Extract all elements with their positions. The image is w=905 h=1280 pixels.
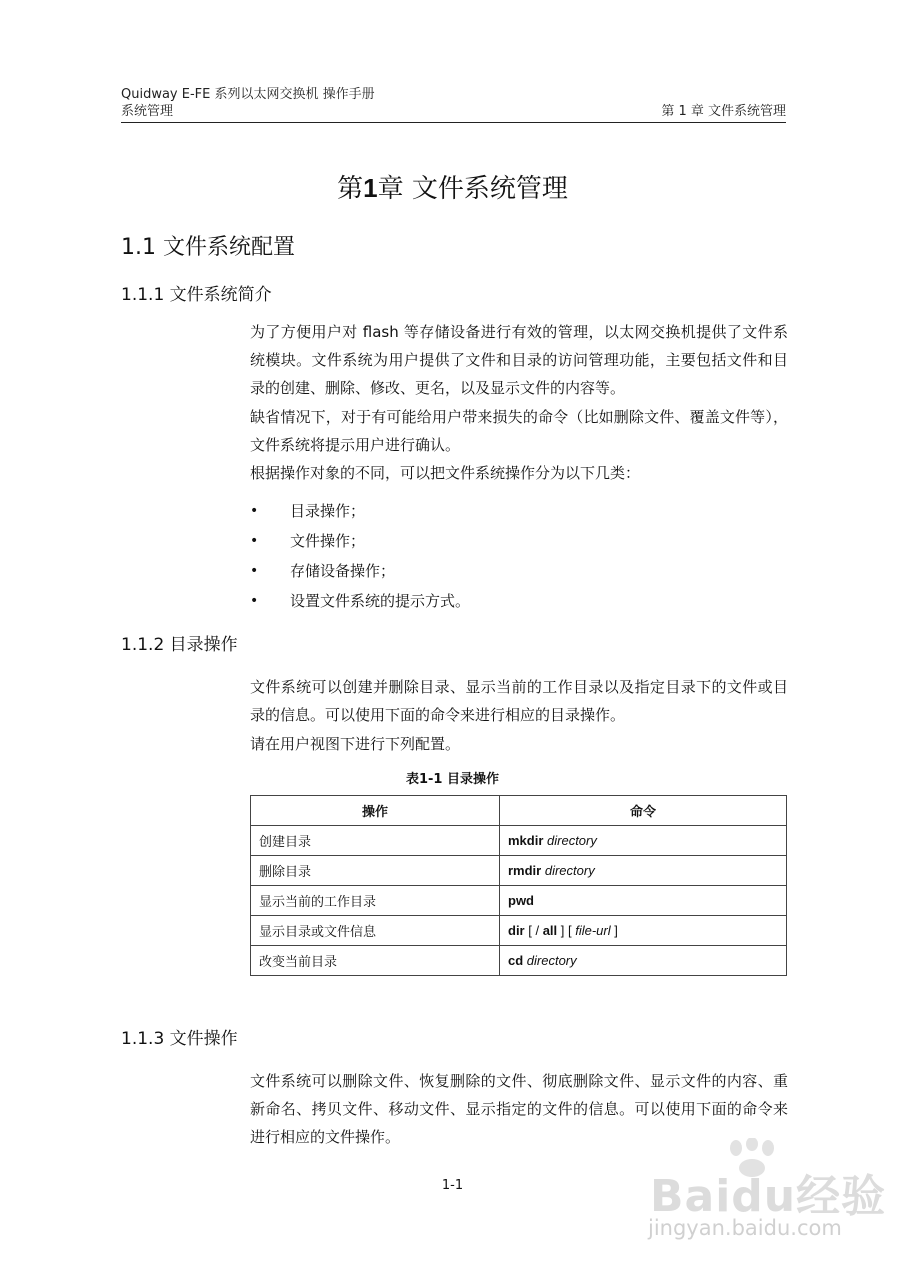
table-row: [251, 826, 787, 856]
command-keyword: all: [542, 923, 558, 938]
bullet-text: 设置文件系统的提示方式。: [290, 592, 471, 610]
command-keyword: cd: [508, 953, 524, 968]
table-caption: 表1-1 目录操作: [405, 772, 499, 787]
command-cell: [500, 826, 787, 856]
command-keyword: dir: [508, 923, 525, 938]
bullet-dot: •: [250, 533, 259, 549]
table-row: [251, 946, 787, 976]
command-argument: directory: [523, 953, 577, 968]
command-syntax: [ /: [524, 923, 543, 938]
directory-paragraph-1: 文件系统可以创建并删除目录、显示当前的工作目录以及指定目录下的文件或目录的信息。可以使用下面的命令来进行相应的目录操作。: [250, 678, 788, 724]
chapter-number: 1: [363, 173, 378, 203]
bullet-text: 存储设备操作；: [290, 562, 396, 580]
command-argument: directory: [543, 833, 597, 848]
command-cell: [500, 946, 787, 976]
baidu-watermark: [640, 1138, 890, 1258]
command-keyword: rmdir: [508, 863, 542, 878]
operation-cell: 删除目录: [251, 856, 500, 886]
section-1-1-3-heading: 1.1.3 文件操作: [121, 1029, 238, 1049]
command-argument: file-url: [575, 923, 611, 938]
intro-paragraph-3: 根据操作对象的不同，可以把文件系统操作分为以下几类：: [250, 464, 641, 482]
command-keyword: pwd: [508, 893, 534, 908]
bullet-text: 文件操作；: [290, 532, 366, 550]
watermark-url: jingyan.baidu.com: [648, 1216, 842, 1240]
bullet-dot: •: [250, 593, 259, 609]
section-1-1-heading: 1.1 文件系统配置: [121, 235, 295, 260]
page-number: 1-1: [441, 1178, 464, 1193]
running-header-title: Quidway E-FE 系列以太网交换机 操作手册: [121, 87, 375, 102]
directory-paragraph-2: 请在用户视图下进行下列配置。: [250, 735, 461, 753]
command-keyword: mkdir: [508, 833, 544, 848]
chapter-prefix: 第: [337, 174, 364, 204]
operation-cell: 显示当前的工作目录: [251, 886, 500, 916]
watermark-logo-text: Baidu经验: [650, 1171, 887, 1222]
command-syntax: ]: [610, 923, 618, 938]
table-row: [251, 856, 787, 886]
operation-cell: 显示目录或文件信息: [251, 916, 500, 946]
bullet-dot: •: [250, 563, 259, 579]
bullet-text: 目录操作；: [290, 502, 366, 520]
bullet-dot: •: [250, 503, 259, 519]
operation-cell: 改变当前目录: [251, 946, 500, 976]
table-header-cell: 命令: [500, 796, 787, 826]
chapter-title: [0, 171, 905, 206]
chapter-suffix: 章 文件系统管理: [377, 174, 568, 204]
table-row: [251, 916, 787, 946]
command-syntax: ] [: [557, 923, 576, 938]
operation-cell: 创建目录: [251, 826, 500, 856]
command-cell: [500, 886, 787, 916]
header-rule: [121, 122, 786, 123]
running-header-section: 系统管理: [121, 104, 174, 119]
running-header-chapter: 第 1 章 文件系统管理: [661, 104, 786, 119]
section-1-1-1-heading: 1.1.1 文件系统简介: [121, 285, 272, 305]
intro-paragraph-1: 为了方便用户对 flash 等存储设备进行有效的管理，以太网交换机提供了文件系统模块。文件系统为用户提供了文件和目录的访问管理功能，主要包括文件和目录的创建、删除、修改、更名，以及显示文件的内容等。: [250, 323, 788, 397]
table-header-cell: 操作: [251, 796, 500, 826]
command-cell: [500, 916, 787, 946]
table-header-row: [251, 796, 787, 826]
file-paragraph-1: 文件系统可以删除文件、恢复删除的文件、彻底删除文件、显示文件的内容、重新命名、拷贝文件、移动文件、显示指定的文件的信息。可以使用下面的命令来进行相应的文件操作。: [250, 1072, 788, 1146]
command-cell: [500, 856, 787, 886]
section-1-1-2-heading: 1.1.2 目录操作: [121, 635, 238, 655]
intro-paragraph-2: 缺省情况下，对于有可能给用户带来损失的命令（比如删除文件、覆盖文件等），文件系统将提示用户进行确认。: [250, 408, 788, 454]
directory-commands-table: [250, 795, 787, 976]
command-argument: directory: [541, 863, 595, 878]
table-row: [251, 886, 787, 916]
